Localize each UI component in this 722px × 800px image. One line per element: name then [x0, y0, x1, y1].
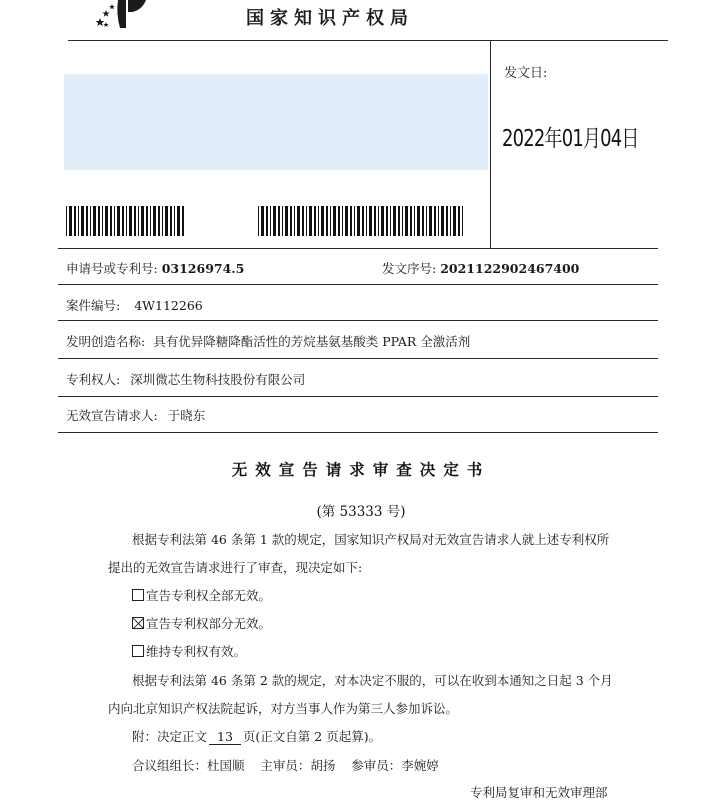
option-invalidate-partial-checkbox: [132, 617, 144, 629]
patentee-label: 专利权人:: [66, 372, 121, 387]
application-number-label: 申请号或专利号:: [66, 261, 158, 276]
requester-field: [66, 406, 205, 424]
invention-title-value: 具有优异降糖降酯活性的芳烷基氨基酸类 PPAR 全激活剂: [153, 334, 471, 349]
redacted-address-fragment: [94, 66, 164, 74]
field-divider-6: [58, 432, 658, 433]
field-divider-2: [58, 284, 658, 285]
decision-intro-line-1: 根据专利法第 46 条第 1 款的规定，国家知识产权局对无效宣告请求人就上述专利权所: [132, 532, 610, 547]
patentee-field: [66, 370, 305, 388]
requester-value: 于晓东: [167, 408, 206, 423]
option-maintain-valid-checkbox: [132, 645, 144, 657]
field-divider-4: [58, 358, 658, 359]
field-divider-5: [58, 396, 658, 397]
requester-label: 无效宣告请求人:: [66, 408, 158, 423]
dispatch-serial-label: 发文序号:: [382, 261, 437, 276]
decision-intro-line-2: 提出的无效宣告请求进行了审查，现决定如下:: [108, 560, 363, 575]
option-invalidate-partial: [132, 614, 271, 632]
barcode-right: [258, 206, 466, 236]
appeal-line-1: 根据专利法第 46 条第 2 款的规定，对本决定不服的，可以在收到本通知之日起 3 个月: [132, 673, 613, 688]
option-invalidate-all-checkbox: [132, 589, 144, 601]
header-divider: [68, 40, 668, 41]
appeal-line-2: 内向北京知识产权法院起诉，对方当事人作为第三人参加诉讼。: [108, 701, 459, 716]
attachment-line: [132, 727, 381, 745]
dispatch-box-divider: [490, 40, 491, 248]
decision-number: (第 53333 号): [316, 504, 406, 520]
field-divider-3: [58, 320, 658, 321]
attachment-prefix: 附：决定正文: [132, 729, 208, 744]
attachment-page-count: 13: [209, 729, 241, 745]
cnipa-logo-icon: [92, 0, 152, 28]
dispatch-serial-field: [382, 259, 579, 277]
invention-title-label: 发明创造名称:: [66, 334, 146, 349]
dispatch-date-label: 发文日:: [504, 66, 548, 81]
attachment-suffix: 页(正文自第 2 页起算)。: [242, 729, 382, 744]
application-number-value: 03126974.5: [161, 261, 245, 276]
case-number-field: [66, 296, 203, 314]
option-maintain-valid-label: 维持专利权有效。: [146, 644, 247, 659]
panel-members: 合议组组长：杜国顺 主审员：胡扬 参审员：李婉婷: [132, 758, 439, 773]
patentee-value: 深圳微芯生物科技股份有限公司: [130, 372, 306, 387]
option-invalidate-all-label: 宣告专利权全部无效。: [146, 588, 272, 603]
issuing-department: 专利局复审和无效审理部: [470, 785, 608, 800]
option-invalidate-partial-label: 宣告专利权部分无效。: [146, 616, 272, 631]
barcode-left: [66, 206, 186, 236]
invention-title-field: [66, 332, 470, 350]
case-number-value: 4W112266: [134, 298, 203, 313]
redacted-recipient-block: [64, 74, 488, 170]
field-divider-1: [58, 248, 658, 249]
agency-name: 国家知识产权局: [246, 8, 414, 29]
dispatch-serial-value: 2021122902467400: [440, 261, 580, 276]
application-number-field: [66, 259, 244, 277]
decision-title: 无效宣告请求审查决定书: [231, 460, 491, 479]
option-invalidate-all: [132, 586, 271, 604]
case-number-label: 案件编号:: [66, 298, 121, 313]
option-maintain-valid: [132, 642, 246, 660]
dispatch-date-value: 2022年01月04日: [502, 126, 639, 152]
